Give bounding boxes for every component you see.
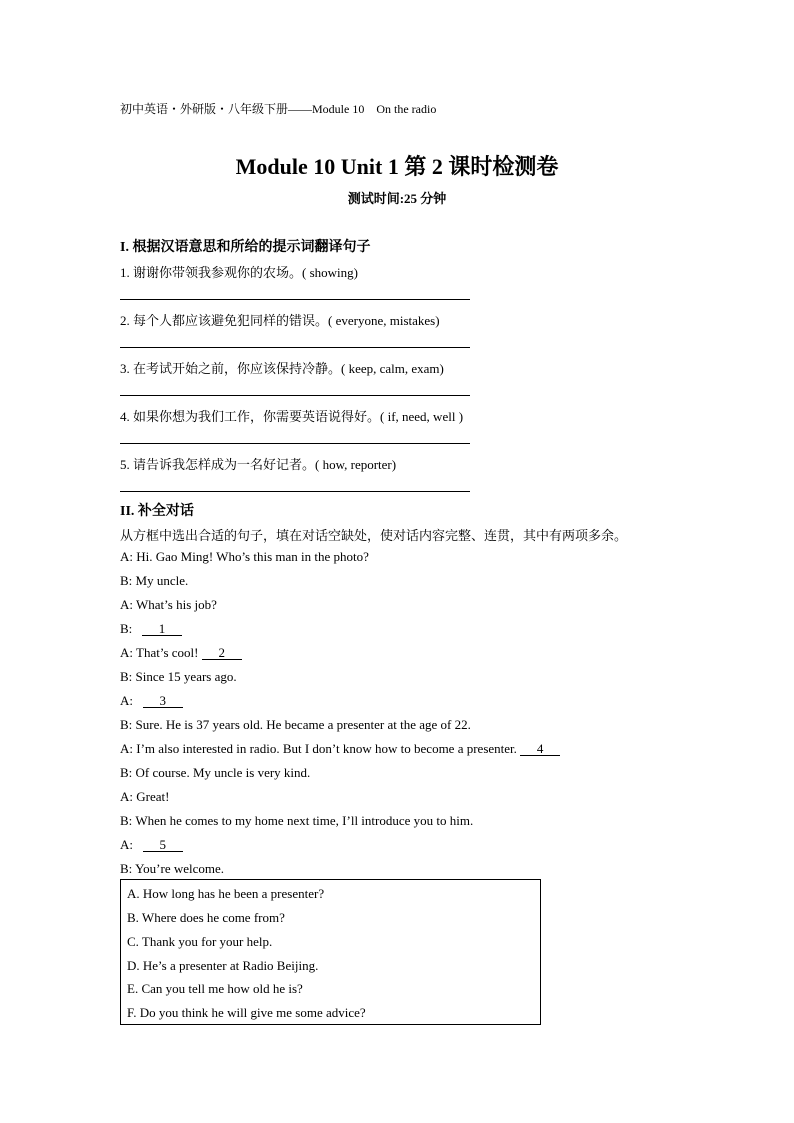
speaker: A: (120, 837, 133, 852)
page-title: Module 10 Unit 1 第 2 课时检测卷 (235, 154, 559, 179)
dialogue-line-5 (120, 645, 242, 661)
dialogue-line-8 (120, 717, 471, 733)
speaker: A: (120, 693, 133, 708)
speaker: A: (120, 645, 133, 660)
dialogue-line-6 (120, 669, 237, 685)
dialogue-line-2 (120, 573, 188, 589)
answer-line-3 (120, 395, 470, 396)
option-e: E. Can you tell me how old he is? (127, 981, 303, 996)
speaker: A: (120, 597, 133, 612)
option-f: F. Do you think he will give me some advice? (127, 1005, 366, 1020)
dialogue-text: Sure. He is 37 years old. He became a presenter at the age of 22. (135, 717, 471, 732)
dialogue-text: Hi. Gao Ming! Who’s this man in the photo? (136, 549, 369, 564)
dialogue-text: What’s his job? (136, 597, 217, 612)
dialogue-line-9 (120, 741, 560, 757)
answer-line-5 (120, 491, 470, 492)
dialogue-line-7 (120, 693, 183, 709)
dialogue-text: That’s cool! (136, 645, 202, 660)
answer-line-4 (120, 443, 470, 444)
dialogue-text: I’m also interested in radio. But I don’t know how to become a presenter. (136, 741, 521, 756)
blank-2[interactable]: 2 (202, 646, 242, 660)
speaker: B: (120, 861, 133, 876)
dialogue-text: You’re welcome. (135, 861, 225, 876)
dialogue-text: Great! (136, 789, 170, 804)
translation-item-2: 2. 每个人都应该避免犯同样的错误。( everyone, mistakes) (120, 313, 440, 328)
translation-item-3: 3. 在考试开始之前，你应该保持冷静。( keep, calm, exam) (120, 361, 444, 376)
translation-item-1: 1. 谢谢你带领我参观你的农场。( showing) (120, 265, 358, 280)
speaker: A: (120, 789, 133, 804)
dialogue-line-3 (120, 597, 217, 613)
speaker: A: (120, 549, 133, 564)
option-b: B. Where does he come from? (127, 910, 285, 925)
speaker: B: (120, 813, 133, 828)
dialogue-line-13 (120, 837, 183, 853)
blank-5[interactable]: 5 (143, 838, 183, 852)
translation-item-5: 5. 请告诉我怎样成为一名好记者。( how, reporter) (120, 457, 397, 472)
speaker: B: (120, 765, 133, 780)
dialogue-line-14 (120, 861, 224, 877)
dialogue-line-11 (120, 789, 169, 805)
page-subtitle: 测试时间:25 分钟 (347, 191, 447, 206)
section-2-instruction: 从方框中选出合适的句子，填在对话空缺处，使对话内容完整、连贯，其中有两项多余。 (120, 528, 628, 543)
translation-item-4: 4. 如果你想为我们工作，你需要英语说得好。( if, need, well ) (120, 409, 464, 424)
dialogue-text: My uncle. (135, 573, 189, 588)
answer-line-2 (120, 347, 470, 348)
dialogue-text: When he comes to my home next time, I’ll introduce you to him. (135, 813, 474, 828)
option-c: C. Thank you for your help. (127, 934, 273, 949)
section-1-heading: I. 根据汉语意思和所给的提示词翻译句子 (120, 240, 371, 255)
speaker: B: (120, 717, 133, 732)
dialogue-text: Of course. My uncle is very kind. (135, 765, 311, 780)
dialogue-line-1 (120, 549, 369, 565)
option-d: D. He’s a presenter at Radio Beijing. (127, 958, 319, 973)
blank-4[interactable]: 4 (520, 742, 560, 756)
blank-3[interactable]: 3 (143, 694, 183, 708)
speaker: B: (120, 669, 133, 684)
speaker: B: (120, 573, 133, 588)
answer-line-1 (120, 299, 470, 300)
dialogue-line-4 (120, 621, 182, 637)
options-box (120, 879, 541, 1025)
blank-1[interactable]: 1 (142, 622, 182, 636)
speaker: A: (120, 741, 133, 756)
dialogue-text: Since 15 years ago. (135, 669, 237, 684)
dialogue-line-12 (120, 813, 473, 829)
page-header: 初中英语・外研版・八年级下册——Module 10 On the radio (120, 102, 437, 116)
speaker: B: (120, 621, 133, 636)
option-a: A. How long has he been a presenter? (127, 886, 325, 901)
section-2-heading: II. 补全对话 (120, 504, 194, 519)
dialogue-line-10 (120, 765, 310, 781)
